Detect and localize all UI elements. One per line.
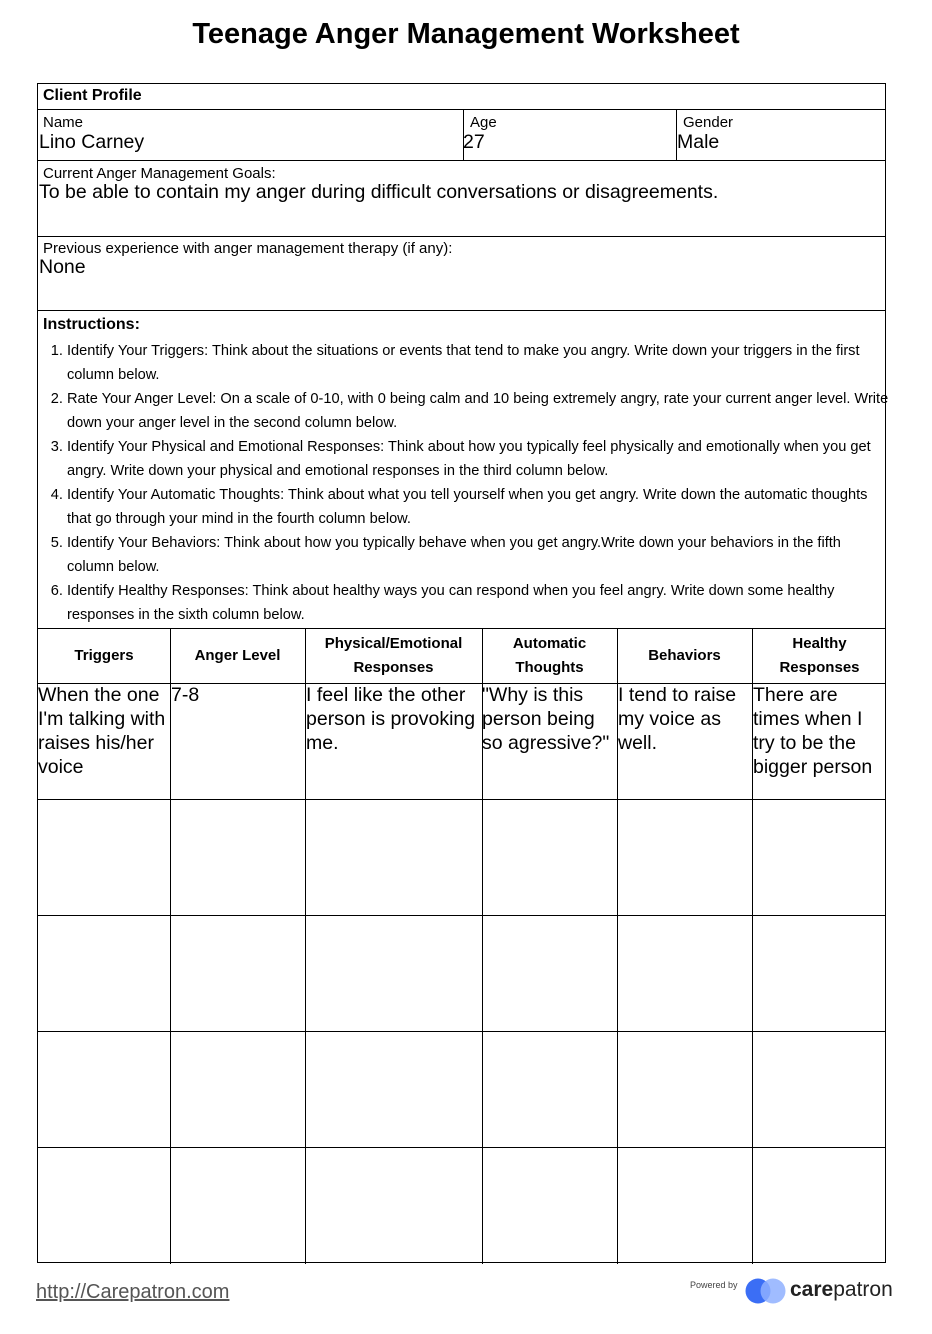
column-header-anger-level: Anger Level <box>194 647 281 664</box>
table-cell[interactable]: There are times when I try to be the bigger person <box>753 684 873 778</box>
age-value[interactable]: 27 <box>463 131 485 153</box>
carepatron-brand <box>790 1278 893 1302</box>
column-header-physical-emotional: Physical/Emotional Responses <box>324 635 463 676</box>
carepatron-link[interactable]: http://Carepatron.com <box>36 1281 230 1303</box>
goals-label: Current Anger Management Goals: <box>43 165 276 182</box>
column-header-healthy-responses: Healthy Responses <box>779 635 860 676</box>
age-label: Age <box>470 114 497 131</box>
empty-table-row[interactable] <box>38 800 885 914</box>
table-cell[interactable]: When the one I'm talking with raises his/her voice <box>38 684 166 778</box>
table-cell[interactable] <box>482 683 617 755</box>
name-value[interactable]: Lino Carney <box>39 131 145 153</box>
instructions-heading: Instructions: <box>43 316 140 333</box>
divider <box>38 109 885 110</box>
previous-therapy-value[interactable]: None <box>39 256 86 278</box>
instruction-item: 4. Identify Your Automatic Thoughts: Think about what you tell yourself when you get angry. Write down the automatic thoughts that go through your mind in the fourth column below. <box>67 483 892 531</box>
name-label: Name <box>43 114 84 131</box>
empty-table-row[interactable] <box>38 1148 885 1262</box>
instruction-item: 2. Rate Your Anger Level: On a scale of 0-10, with 0 being calm and 10 being extremely angry, rate your current anger level. Write down your anger level in the second column below. <box>67 387 892 435</box>
instructions-list <box>50 339 892 627</box>
table-cell[interactable]: I tend to raise my voice as well. <box>618 684 737 754</box>
empty-table-row[interactable] <box>38 916 885 1030</box>
gender-value[interactable]: Male <box>677 131 720 153</box>
table-cell[interactable]: 7-8 <box>171 684 200 706</box>
gender-label: Gender <box>683 114 734 131</box>
empty-table-row[interactable] <box>38 1032 885 1146</box>
column-header-triggers: Triggers <box>74 647 134 664</box>
client-profile-heading: Client Profile <box>43 87 142 104</box>
instruction-item: 5. Identify Your Behaviors: Think about how you typically behave when you get angry.Write down your behaviors in the fifth column below. <box>67 531 892 579</box>
column-header-automatic-thoughts: Automatic Thoughts <box>512 635 587 676</box>
instruction-item: 1. Identify Your Triggers: Think about the situations or events that tend to make you angry. Write down your triggers in the first column below. <box>67 339 892 387</box>
brand-rest: patron <box>833 1278 893 1301</box>
instruction-item: 3. Identify Your Physical and Emotional Responses: Think about how you typically feel physically and emotionally when you get angry. Write down your physical and emotional responses in the third column below. <box>67 435 892 483</box>
previous-therapy-label: Previous experience with anger management therapy (if any): <box>43 240 453 257</box>
worksheet-frame <box>37 83 889 1263</box>
cell-text: "Why is this person being so agressive?" <box>482 684 610 754</box>
page-title: Teenage Anger Management Worksheet <box>192 18 740 50</box>
logo-circle-secondary <box>761 1279 786 1304</box>
divider <box>38 160 885 161</box>
brand-bold: care <box>790 1278 834 1301</box>
divider <box>38 236 885 237</box>
carepatron-logo-icon <box>745 1277 787 1305</box>
goals-value[interactable]: To be able to contain my anger during difficult conversations or disagreements. <box>39 181 719 203</box>
table-cell[interactable]: I feel like the other person is provoking me. <box>306 684 476 754</box>
instruction-item: 6. Identify Healthy Responses: Think about healthy ways you can respond when you feel angry. Write down some healthy responses in the sixth column below. <box>67 579 892 627</box>
column-header-behaviors: Behaviors <box>648 647 721 664</box>
powered-by-label: Powered by <box>690 1280 738 1290</box>
divider <box>38 310 885 311</box>
